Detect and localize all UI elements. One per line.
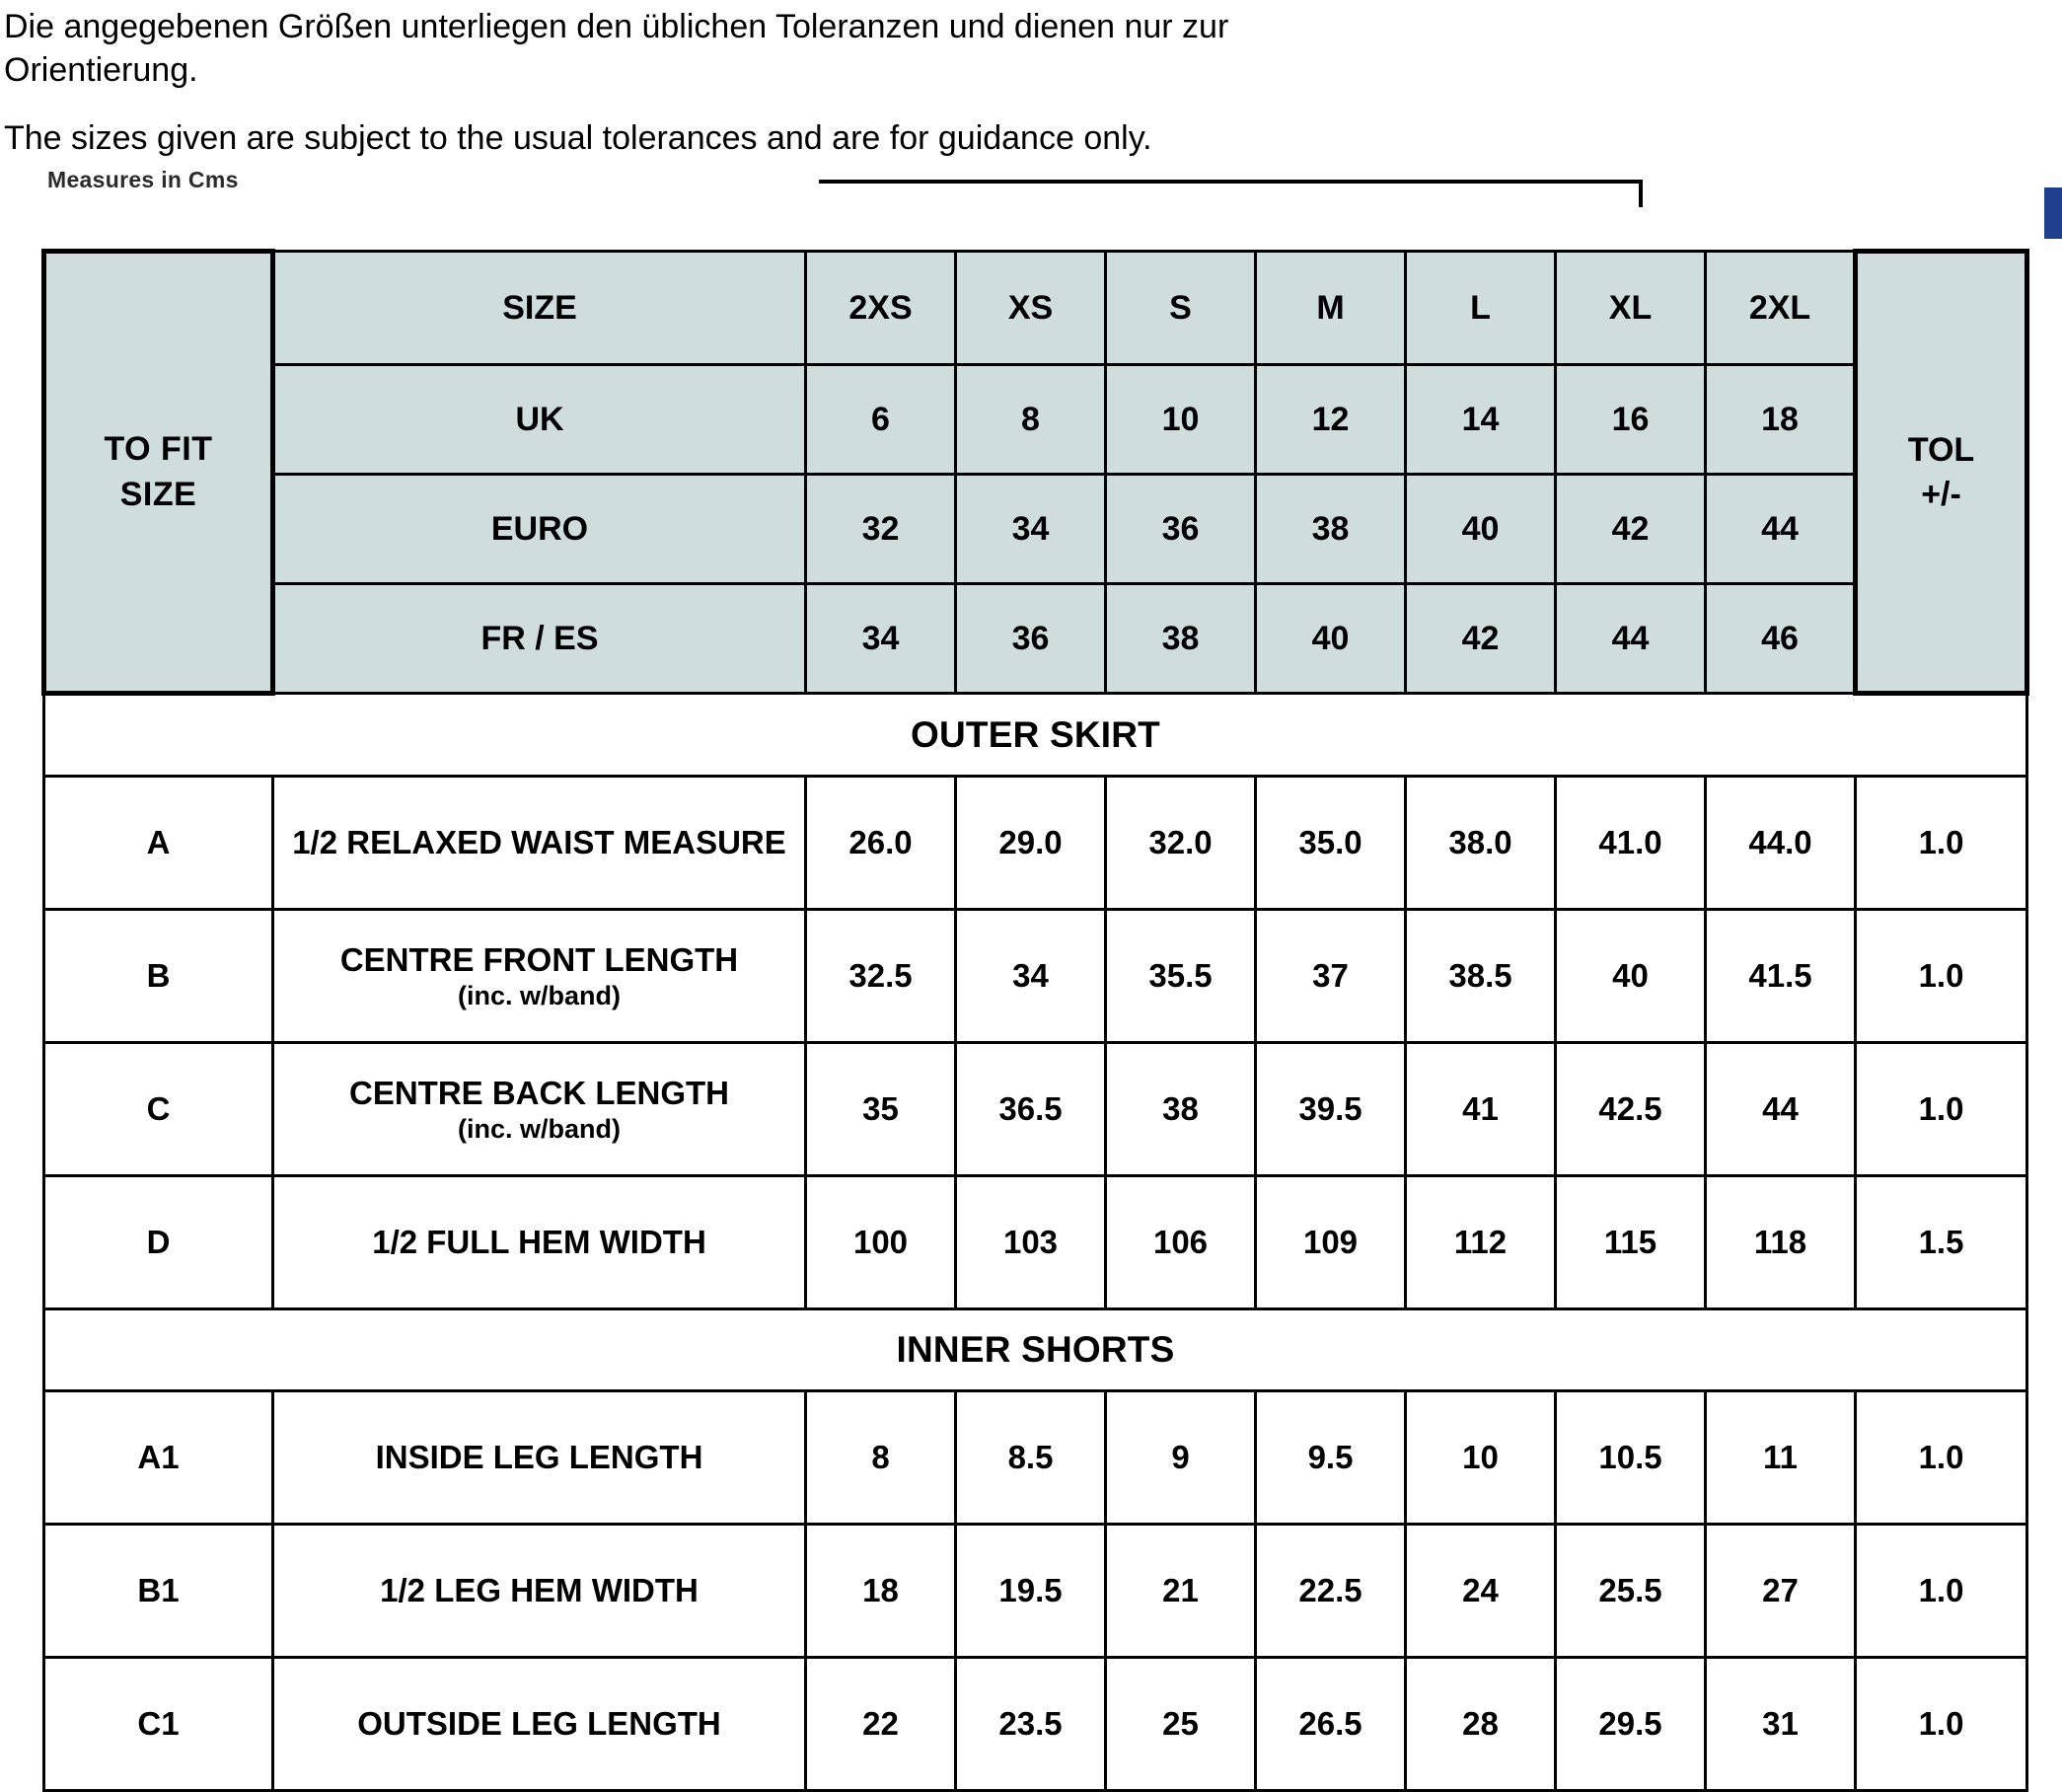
header-value-3-3: 40 bbox=[1256, 584, 1406, 694]
measurement-value-1-2-3: 26.5 bbox=[1256, 1658, 1406, 1791]
measurement-value-0-0-2: 32.0 bbox=[1106, 777, 1256, 910]
intro-german-line1: Die angegebenen Größen unterliegen den üblichen Toleranzen und dienen nur zur bbox=[4, 8, 1229, 45]
measurement-desc-0-2: CENTRE BACK LENGTH (inc. w/band) bbox=[273, 1043, 806, 1176]
table-row bbox=[44, 1043, 2027, 1176]
header-value-0-5: XL bbox=[1556, 252, 1706, 365]
measurement-value-1-0-2: 9 bbox=[1106, 1391, 1256, 1525]
measurement-value-1-2-4: 28 bbox=[1406, 1658, 1556, 1791]
measurement-value-1-1-5: 25.5 bbox=[1556, 1525, 1706, 1658]
blue-edge-marker bbox=[2044, 187, 2062, 239]
measurement-value-0-1-5: 40 bbox=[1556, 910, 1706, 1043]
header-value-2-6: 44 bbox=[1706, 475, 1856, 584]
measurement-value-1-0-5: 10.5 bbox=[1556, 1391, 1706, 1525]
measurement-code-1-2: C1 bbox=[44, 1658, 273, 1791]
measurement-desc-1-0: INSIDE LEG LENGTH bbox=[273, 1391, 806, 1525]
table-row bbox=[44, 910, 2027, 1043]
measurement-code-0-3: D bbox=[44, 1176, 273, 1309]
to-fit-size-line: TO FIT bbox=[104, 429, 213, 468]
to-fit-size-header bbox=[44, 252, 273, 694]
header-value-2-4: 40 bbox=[1406, 475, 1556, 584]
header-value-1-6: 18 bbox=[1706, 365, 1856, 475]
header-value-3-2: 38 bbox=[1106, 584, 1256, 694]
header-value-3-4: 42 bbox=[1406, 584, 1556, 694]
header-value-3-0: 34 bbox=[806, 584, 956, 694]
measurement-value-0-2-6: 44 bbox=[1706, 1043, 1856, 1176]
header-value-0-4: L bbox=[1406, 252, 1556, 365]
header-row bbox=[44, 365, 2027, 475]
header-label-3: FR / ES bbox=[273, 584, 806, 694]
header-row bbox=[44, 475, 2027, 584]
header-label-0: SIZE bbox=[273, 252, 806, 365]
header-value-2-5: 42 bbox=[1556, 475, 1706, 584]
table-row bbox=[44, 777, 2027, 910]
measurement-tolerance-0-3: 1.5 bbox=[1856, 1176, 2027, 1309]
measurement-code-0-2: C bbox=[44, 1043, 273, 1176]
measurement-value-0-2-5: 42.5 bbox=[1556, 1043, 1706, 1176]
header-row bbox=[44, 584, 2027, 694]
table-row bbox=[44, 1176, 2027, 1309]
intro-german-line2: Orientierung. bbox=[4, 50, 198, 89]
measurement-value-0-0-0: 26.0 bbox=[806, 777, 956, 910]
header-value-0-1: XS bbox=[956, 252, 1106, 365]
measurement-value-0-1-6: 41.5 bbox=[1706, 910, 1856, 1043]
measurement-value-1-1-2: 21 bbox=[1106, 1525, 1256, 1658]
measurement-value-0-0-3: 35.0 bbox=[1256, 777, 1406, 910]
table-row bbox=[44, 1525, 2027, 1658]
measurement-value-0-0-4: 38.0 bbox=[1406, 777, 1556, 910]
measurement-value-0-3-5: 115 bbox=[1556, 1176, 1706, 1309]
tolerance-header bbox=[1856, 252, 2027, 694]
measurement-value-1-0-6: 11 bbox=[1706, 1391, 1856, 1525]
header-value-0-0: 2XS bbox=[806, 252, 956, 365]
measurement-value-1-0-1: 8.5 bbox=[956, 1391, 1106, 1525]
header-value-1-3: 12 bbox=[1256, 365, 1406, 475]
tolerance-header-line2: +/- bbox=[1921, 475, 1961, 513]
measurement-value-0-3-4: 112 bbox=[1406, 1176, 1556, 1309]
to-fit-size-line: SIZE bbox=[119, 475, 197, 513]
measurement-value-0-0-6: 44.0 bbox=[1706, 777, 1856, 910]
measurement-tolerance-0-0: 1.0 bbox=[1856, 777, 2027, 910]
measurement-value-1-2-2: 25 bbox=[1106, 1658, 1256, 1791]
header-value-3-5: 44 bbox=[1556, 584, 1706, 694]
measurement-desc-0-3: 1/2 FULL HEM WIDTH bbox=[273, 1176, 806, 1309]
measurement-tolerance-1-0: 1.0 bbox=[1856, 1391, 2027, 1525]
header-value-2-2: 36 bbox=[1106, 475, 1256, 584]
header-value-3-6: 46 bbox=[1706, 584, 1856, 694]
measurement-value-1-0-4: 10 bbox=[1406, 1391, 1556, 1525]
measurement-value-0-0-5: 41.0 bbox=[1556, 777, 1706, 910]
measurement-value-1-2-5: 29.5 bbox=[1556, 1658, 1706, 1791]
measurement-desc-0-1: CENTRE FRONT LENGTH (inc. w/band) bbox=[273, 910, 806, 1043]
measurement-value-0-3-2: 106 bbox=[1106, 1176, 1256, 1309]
measurement-subnote: (inc. w/band) bbox=[458, 980, 621, 1010]
header-label-1: UK bbox=[273, 365, 806, 475]
measurement-value-0-3-6: 118 bbox=[1706, 1176, 1856, 1309]
measurement-tolerance-0-2: 1.0 bbox=[1856, 1043, 2027, 1176]
measurement-code-1-1: B1 bbox=[44, 1525, 273, 1658]
header-value-1-2: 10 bbox=[1106, 365, 1256, 475]
tolerance-header-line1: TOL bbox=[1907, 431, 1975, 470]
section-header-row bbox=[44, 1309, 2027, 1391]
measures-unit-label: Measures in Cms bbox=[47, 166, 239, 192]
measurement-value-1-1-4: 24 bbox=[1406, 1525, 1556, 1658]
measurement-value-0-1-4: 38.5 bbox=[1406, 910, 1556, 1043]
measurement-value-0-2-2: 38 bbox=[1106, 1043, 1256, 1176]
intro-gap bbox=[4, 92, 2062, 117]
measurement-value-0-2-1: 36.5 bbox=[956, 1043, 1106, 1176]
size-chart-table bbox=[41, 249, 2029, 1792]
intro-english-line: The sizes given are subject to the usual tolerances and are for guidance only. bbox=[4, 119, 1152, 158]
measurement-tolerance-0-1: 1.0 bbox=[1856, 910, 2027, 1043]
header-value-2-3: 38 bbox=[1256, 475, 1406, 584]
measurement-value-1-2-1: 23.5 bbox=[956, 1658, 1106, 1791]
measurement-desc-0-0: 1/2 RELAXED WAIST MEASURE bbox=[273, 777, 806, 910]
measurement-desc-1-2: OUTSIDE LEG LENGTH bbox=[273, 1658, 806, 1791]
header-value-1-4: 14 bbox=[1406, 365, 1556, 475]
measurement-value-0-2-0: 35 bbox=[806, 1043, 956, 1176]
measurement-value-1-1-1: 19.5 bbox=[956, 1525, 1106, 1658]
header-value-1-1: 8 bbox=[956, 365, 1106, 475]
header-value-2-0: 32 bbox=[806, 475, 956, 584]
measurement-value-1-1-0: 18 bbox=[806, 1525, 956, 1658]
measurement-value-0-1-0: 32.5 bbox=[806, 910, 956, 1043]
section-title-1: INNER SHORTS bbox=[44, 1309, 2027, 1391]
measurement-value-0-1-2: 35.5 bbox=[1106, 910, 1256, 1043]
measurement-value-0-1-1: 34 bbox=[956, 910, 1106, 1043]
header-value-1-5: 16 bbox=[1556, 365, 1706, 475]
section-header-row bbox=[44, 694, 2027, 777]
measurement-value-1-1-6: 27 bbox=[1706, 1525, 1856, 1658]
header-value-0-2: S bbox=[1106, 252, 1256, 365]
measurement-value-1-0-3: 9.5 bbox=[1256, 1391, 1406, 1525]
measurement-value-1-2-6: 31 bbox=[1706, 1658, 1856, 1791]
measurement-value-0-0-1: 29.0 bbox=[956, 777, 1106, 910]
header-value-0-3: M bbox=[1256, 252, 1406, 365]
header-value-1-0: 6 bbox=[806, 365, 956, 475]
measurement-code-0-0: A bbox=[44, 777, 273, 910]
header-value-2-1: 34 bbox=[956, 475, 1106, 584]
size-chart-container bbox=[41, 249, 2025, 1792]
measurement-desc-1-1: 1/2 LEG HEM WIDTH bbox=[273, 1525, 806, 1658]
measurement-value-0-3-3: 109 bbox=[1256, 1176, 1406, 1309]
measurement-tolerance-1-1: 1.0 bbox=[1856, 1525, 2027, 1658]
measurement-value-1-1-3: 22.5 bbox=[1256, 1525, 1406, 1658]
table-row bbox=[44, 1658, 2027, 1791]
decorative-rule bbox=[819, 180, 1643, 184]
header-value-3-1: 36 bbox=[956, 584, 1106, 694]
table-row bbox=[44, 1391, 2027, 1525]
header-label-2: EURO bbox=[273, 475, 806, 584]
measurement-value-0-1-3: 37 bbox=[1256, 910, 1406, 1043]
measurement-code-0-1: B bbox=[44, 910, 273, 1043]
measurement-value-1-0-0: 8 bbox=[806, 1391, 956, 1525]
decorative-rule-tick bbox=[1639, 180, 1643, 207]
measurement-subnote: (inc. w/band) bbox=[458, 1113, 621, 1144]
header-row bbox=[44, 252, 2027, 365]
measurement-value-0-2-3: 39.5 bbox=[1256, 1043, 1406, 1176]
measurement-tolerance-1-2: 1.0 bbox=[1856, 1658, 2027, 1791]
measurement-value-0-3-1: 103 bbox=[956, 1176, 1106, 1309]
measurement-value-0-2-4: 41 bbox=[1406, 1043, 1556, 1176]
measurement-value-1-2-0: 22 bbox=[806, 1658, 956, 1791]
intro-text-block bbox=[0, 0, 2062, 161]
measurement-code-1-0: A1 bbox=[44, 1391, 273, 1525]
header-value-0-6: 2XL bbox=[1706, 252, 1856, 365]
measurement-value-0-3-0: 100 bbox=[806, 1176, 956, 1309]
section-title-0: OUTER SKIRT bbox=[44, 694, 2027, 777]
